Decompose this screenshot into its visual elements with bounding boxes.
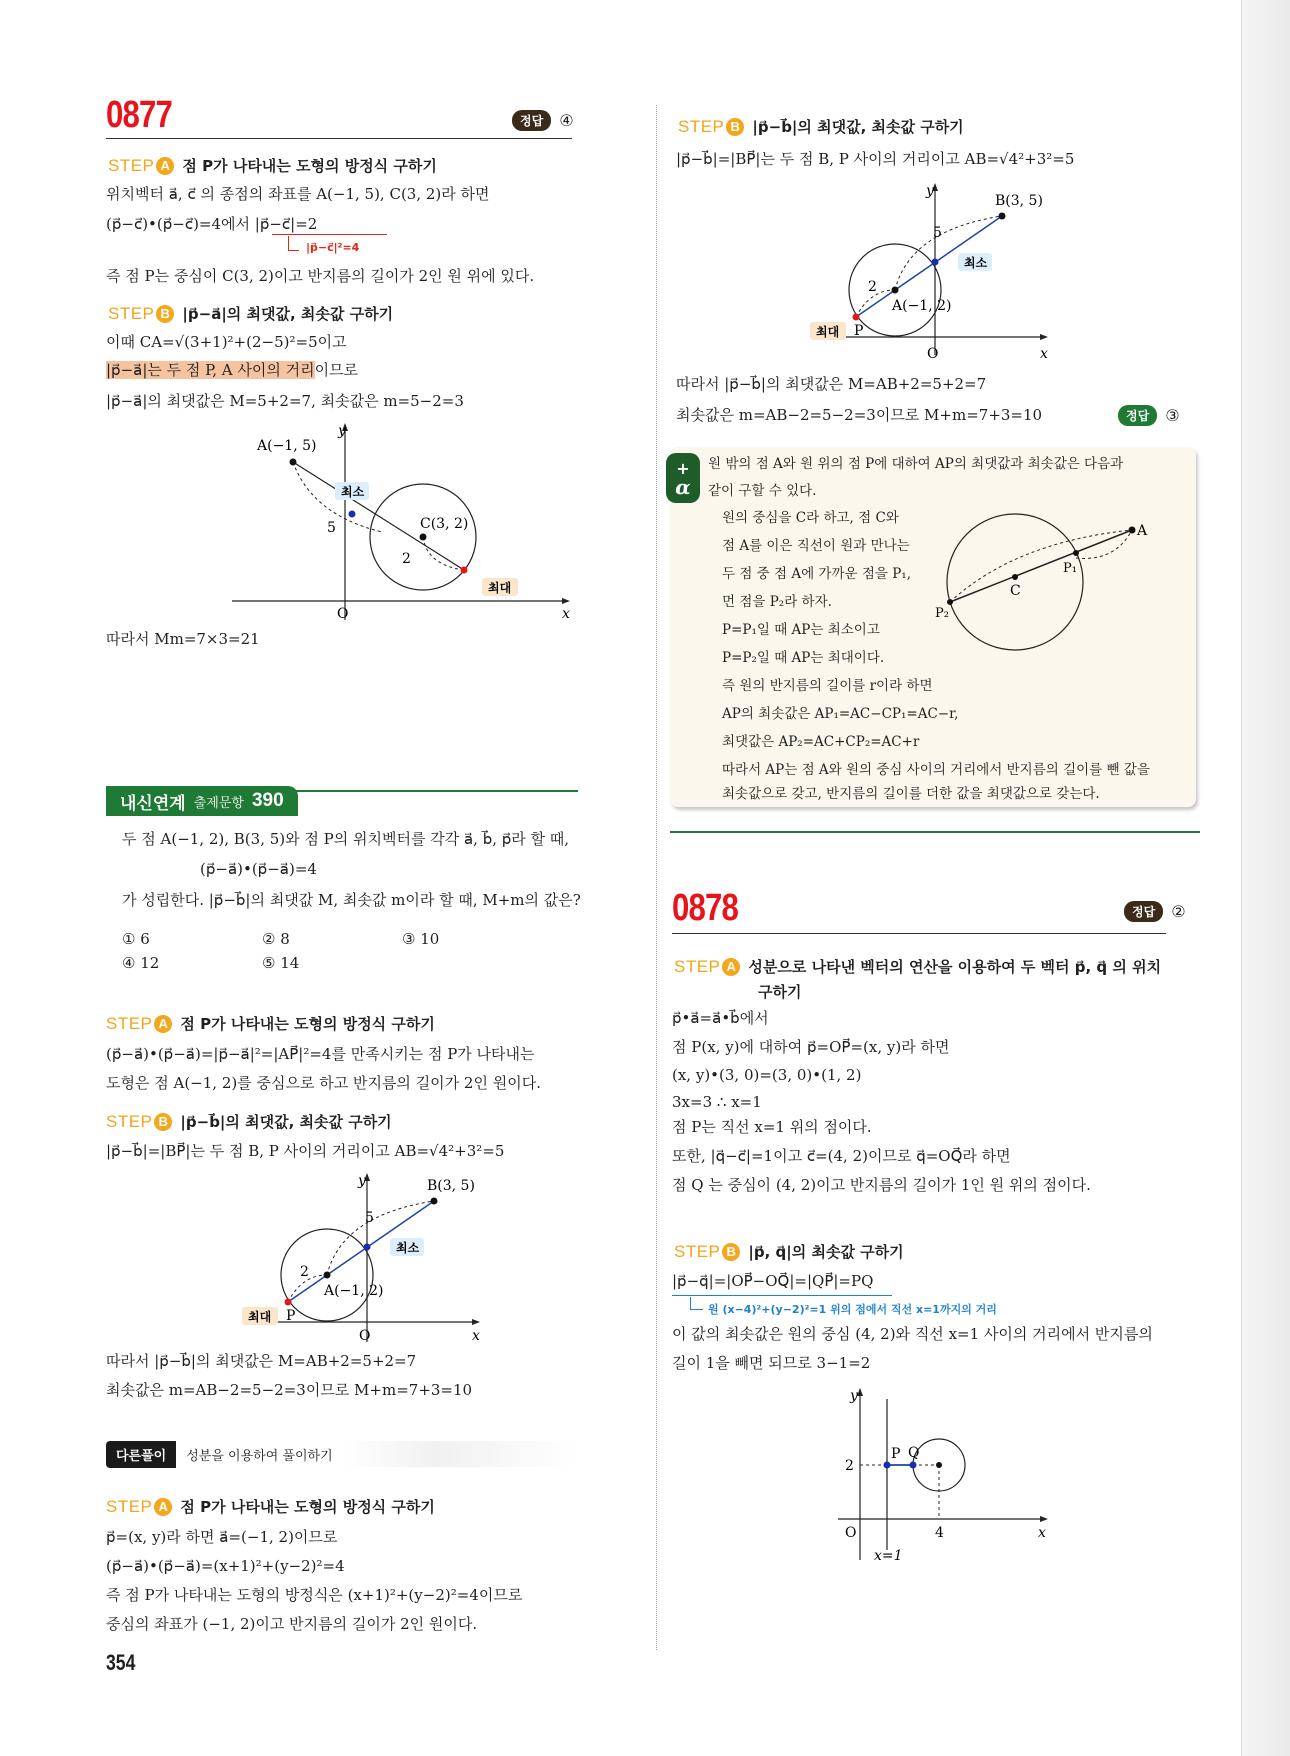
text-line: |p⃗−a⃗|의 최댓값은 M=5+2=7, 최솟값은 m=5−2=3: [106, 392, 464, 410]
step-title: |p⃗−a⃗|의 최댓값, 최솟값 구하기: [182, 305, 394, 323]
naesin-title: 내신연계: [120, 793, 186, 814]
text-line: 점 Q 는 중심이 (4, 2)이고 반지름의 길이가 1인 원 위의 점이다.: [672, 1176, 1091, 1194]
step-a-heading: [108, 155, 437, 176]
svg-text:최소: 최소: [341, 485, 365, 499]
alt-step-b-heading: [678, 116, 964, 137]
step-b-heading: [108, 303, 393, 324]
step-a-heading: [106, 1013, 435, 1034]
underline: [672, 1295, 892, 1296]
text-line: |p⃗−q⃗|=|OP⃗−OQ⃗|=|QP⃗|=PQ: [672, 1272, 874, 1290]
answer-choice: ④: [559, 111, 574, 130]
alt-title: 성분을 이용하여 풀이하기: [186, 1448, 333, 1464]
svg-text:P: P: [891, 1446, 901, 1462]
text-line: 점 P는 직선 x=1 위의 점이다.: [672, 1118, 872, 1136]
step-letter-icon: A: [722, 958, 740, 976]
step-tag: STEP A: [108, 156, 174, 176]
svg-text:y: y: [926, 183, 934, 199]
svg-text:2: 2: [300, 1264, 309, 1280]
naesin-number: 390: [251, 790, 284, 811]
tip-text: 같이 구할 수 있다.: [708, 483, 817, 499]
svg-text:P₁: P₁: [1063, 561, 1077, 576]
answer-choice: ②: [1171, 902, 1186, 921]
svg-text:최대: 최대: [816, 325, 840, 339]
answer-badge: 정답: [1124, 901, 1163, 922]
svg-text:O: O: [927, 346, 939, 362]
tip-text: 최댓값은 AP₂=AC+CP₂=AC+r: [722, 734, 920, 750]
answer-badge: 정답: [1118, 405, 1157, 426]
alt-badge: 다른풀이: [106, 1441, 176, 1468]
step-title: 점 P가 나타내는 도형의 방정식 구하기: [180, 1015, 435, 1033]
naesin-sub: 출제문항: [193, 795, 244, 811]
svg-text:2: 2: [845, 1458, 854, 1474]
svg-text:y: y: [850, 1388, 858, 1404]
blue-annotation: 원 (x−4)²+(y−2)²=1 위의 점에서 직선 x=1까지의 거리: [708, 1303, 997, 1316]
step-title: 성분으로 나타낸 벡터의 연산을 이용하여 두 벡터 p⃗, q⃗ 의 위치: [748, 958, 1162, 976]
tip-text: P=P₂일 때 AP는 최대이다.: [722, 650, 885, 666]
step-letter-icon: A: [154, 1498, 172, 1516]
step-letter-icon: A: [156, 157, 174, 175]
step-title: 점 P가 나타내는 도형의 방정식 구하기: [180, 1498, 435, 1516]
step-a-heading: [674, 956, 1161, 977]
svg-text:P: P: [286, 1308, 296, 1324]
choice-3: ③ 10: [402, 930, 440, 948]
arrow-connector-icon: [690, 1297, 703, 1310]
svg-text:2: 2: [868, 279, 877, 295]
step-tag: STEP B: [674, 1242, 740, 1262]
text-line: (x, y)•(3, 0)=(3, 0)•(1, 2): [672, 1066, 862, 1084]
alternative-solution-bar: [106, 1441, 578, 1467]
figure-390-circle: [242, 1170, 502, 1350]
svg-text:C(3, 2): C(3, 2): [420, 516, 469, 532]
question-number-0878: 0878: [672, 887, 739, 929]
alt-step-a-heading: [106, 1496, 435, 1517]
svg-text:y: y: [358, 1173, 366, 1189]
conclusion-line: 최솟값은 m=AB−2=5−2=3이므로 M+m=7+3=10: [676, 406, 1043, 424]
text-line: (p⃗−c⃗)•(p⃗−c⃗)=4에서 |p⃗−c⃗|=2: [106, 215, 318, 233]
text-line: |p⃗−a⃗|는 두 점 P, A 사이의 거리이므로: [106, 361, 359, 379]
step-tag: STEP A: [674, 957, 740, 977]
underline: [272, 234, 387, 235]
choice-5: ⑤ 14: [262, 954, 300, 972]
choice-4: ④ 12: [122, 954, 160, 972]
conclusion-line: 따라서 Mm=7×3=21: [106, 630, 260, 648]
choice-1: ① 6: [122, 930, 150, 948]
column-divider: [656, 105, 657, 1650]
svg-text:x: x: [472, 1328, 480, 1344]
svg-text:x=1: x=1: [874, 1548, 903, 1564]
tip-text: 점 A를 이은 직선이 원과 만나는: [722, 538, 910, 554]
arrow-connector-icon: [288, 236, 299, 251]
svg-text:O: O: [337, 606, 349, 622]
figure-0878-line-circle: [830, 1385, 1060, 1565]
text-line: 이 값의 최솟값은 원의 중심 (4, 2)와 직선 x=1 사이의 거리에서 반지름의: [672, 1325, 1153, 1343]
svg-text:2: 2: [402, 551, 411, 567]
plus-alpha-icon: + α: [666, 453, 700, 503]
page-edge: [1241, 0, 1290, 1756]
tip-text: 원 밖의 점 A와 원 위의 점 P에 대하여 AP의 최댓값과 최솟값은 다음과: [708, 456, 1124, 472]
svg-text:B(3, 5): B(3, 5): [995, 193, 1043, 209]
choice-2: ② 8: [262, 930, 290, 948]
text-line: 위치벡터 a⃗, c⃗ 의 종점의 좌표를 A(−1, 5), C(3, 2)라 하면: [106, 185, 490, 203]
svg-text:O: O: [845, 1525, 857, 1541]
tip-text: 따라서 AP는 점 A와 원의 중심 사이의 거리에서 반지름의 길이를 뺀 값을: [722, 762, 1150, 778]
svg-text:A: A: [1137, 523, 1148, 539]
step-tag: STEP B: [108, 304, 174, 324]
step-letter-icon: B: [154, 1113, 172, 1131]
step-letter-icon: B: [726, 118, 744, 136]
svg-text:O: O: [359, 1328, 371, 1344]
tip-text: 먼 점을 P₂라 하자.: [722, 594, 832, 610]
tip-figure-circle: [915, 502, 1165, 652]
step-tag: STEP A: [106, 1497, 172, 1517]
svg-text:최소: 최소: [396, 1241, 420, 1255]
text-line: (p⃗−a⃗)•(p⃗−a⃗)=|p⃗−a⃗|²=|AP⃗|²=4를 만족시키는 점 P가 나타내는: [106, 1045, 535, 1063]
step-tag: STEP A: [106, 1014, 172, 1034]
step-b-heading: [106, 1111, 392, 1132]
step-title-cont: 구하기: [758, 983, 802, 1001]
answer-0877: [512, 110, 574, 131]
svg-text:P: P: [854, 323, 864, 339]
tip-text: 원의 중심을 C라 하고, 점 C와: [722, 510, 899, 526]
svg-text:y: y: [338, 423, 346, 439]
highlighted-text: |p⃗−a⃗|는 두 점 P, A 사이의 거리: [106, 361, 315, 379]
step-title: |p⃗−b⃗|의 최댓값, 최솟값 구하기: [180, 1113, 392, 1131]
svg-text:최대: 최대: [248, 1310, 272, 1324]
tip-text: AP의 최솟값은 AP₁=AC−CP₁=AC−r,: [722, 706, 959, 722]
tip-text: 최솟값으로 갖고, 반지름의 길이를 더한 값을 최댓값으로 갖는다.: [722, 786, 1100, 802]
step-tag: STEP B: [678, 117, 744, 137]
text-line: |p⃗−b⃗|=|BP⃗|는 두 점 B, P 사이의 거리이고 AB=√4²+3²=5: [676, 150, 1075, 168]
step-title: 점 P가 나타내는 도형의 방정식 구하기: [182, 157, 437, 175]
tip-text: P=P₁일 때 AP는 최소이고: [722, 622, 880, 638]
text-line: 또한, |q⃗−c⃗|=1이고 c⃗=(4, 2)이므로 q⃗=OQ⃗라 하면: [672, 1147, 1011, 1165]
svg-text:x: x: [1038, 1525, 1046, 1541]
svg-text:최소: 최소: [964, 256, 988, 270]
svg-text:C: C: [1010, 583, 1021, 599]
tip-text: 즉 원의 반지름의 길이를 r이라 하면: [722, 678, 933, 694]
conclusion-line: 따라서 |p⃗−b⃗|의 최댓값은 M=AB+2=5+2=7: [676, 375, 987, 393]
answer-0878: [1124, 901, 1186, 922]
answer-choice: ③: [1165, 406, 1180, 425]
section-divider: [670, 831, 1200, 833]
step-tag: STEP B: [106, 1112, 172, 1132]
svg-text:5: 5: [327, 520, 336, 536]
text-line: p⃗=(x, y)라 하면 a⃗=(−1, 2)이므로: [106, 1528, 338, 1546]
text-line: 중심의 좌표가 (−1, 2)이고 반지름의 길이가 2인 원이다.: [106, 1615, 478, 1633]
step-letter-icon: A: [154, 1015, 172, 1033]
tip-box: [670, 447, 1196, 807]
question-equation: (p⃗−a⃗)•(p⃗−a⃗)=4: [200, 860, 317, 878]
text-line: (p⃗−a⃗)•(p⃗−a⃗)=(x+1)²+(y−2)²=4: [106, 1557, 345, 1575]
conclusion-line: 따라서 |p⃗−b⃗|의 최댓값은 M=AB+2=5+2=7: [106, 1352, 417, 1370]
svg-text:A(−1, 5): A(−1, 5): [257, 438, 317, 454]
text-line: 길이 1을 빼면 되므로 3−1=2: [672, 1354, 871, 1372]
svg-text:P₂: P₂: [935, 606, 949, 621]
step-title: |p⃗, q⃗|의 최솟값 구하기: [748, 1243, 904, 1261]
question-text: 두 점 A(−1, 2), B(3, 5)와 점 P의 위치벡터를 각각 a⃗, b⃗, p⃗라 할 때,: [122, 830, 570, 848]
text-line: 이때 CA=√(3+1)²+(2−5)²=5이고: [106, 333, 347, 351]
text-line: |p⃗−b⃗|=|BP⃗|는 두 점 B, P 사이의 거리이고 AB=√4²+3²=5: [106, 1142, 505, 1160]
svg-text:A(−1, 2): A(−1, 2): [324, 1283, 384, 1299]
svg-text:4: 4: [935, 1525, 944, 1541]
answer-390: [1118, 405, 1180, 426]
text-line: 즉 점 P는 중심이 C(3, 2)이고 반지름의 길이가 2인 원 위에 있다.: [106, 267, 535, 285]
step-letter-icon: B: [156, 305, 174, 323]
svg-text:Q: Q: [908, 1445, 920, 1461]
answer-choices: [122, 930, 542, 972]
question-text: 가 성립한다. |p⃗−b⃗|의 최댓값 M, 최솟값 m이라 할 때, M+m의 값은?: [122, 891, 581, 909]
svg-text:B(3, 5): B(3, 5): [427, 1178, 475, 1194]
svg-text:A(−1, 2): A(−1, 2): [892, 298, 952, 314]
header-rule: [106, 138, 572, 139]
text-line: 점 P(x, y)에 대하여 p⃗=OP⃗=(x, y)라 하면: [672, 1038, 950, 1056]
step-title: |p⃗−b⃗|의 최댓값, 최솟값 구하기: [752, 118, 964, 136]
tip-text: 두 점 중 점 A에 가까운 점을 P₁,: [722, 566, 911, 582]
naesin-rule: [106, 790, 578, 792]
red-annotation: |p⃗−c⃗|²=4: [306, 241, 360, 254]
text-line: p⃗•a⃗=a⃗•b⃗에서: [672, 1009, 769, 1027]
text-line: 도형은 점 A(−1, 2)를 중심으로 하고 반지름의 길이가 2인 원이다.: [106, 1074, 541, 1092]
svg-text:5: 5: [933, 225, 942, 241]
text-line: 3x=3 ∴ x=1: [672, 1093, 762, 1111]
page-number: 354: [106, 1650, 136, 1675]
figure-0877-circle: [212, 420, 592, 630]
step-b-heading: [674, 1241, 904, 1262]
answer-badge: 정답: [512, 110, 551, 131]
question-number-0877: 0877: [106, 94, 173, 136]
text-line: 즉 점 P가 나타내는 도형의 방정식은 (x+1)²+(y−2)²=4이므로: [106, 1586, 523, 1604]
svg-text:x: x: [562, 606, 570, 622]
header-rule: [672, 933, 1166, 934]
svg-text:x: x: [1040, 346, 1048, 362]
svg-text:5: 5: [365, 1210, 374, 1226]
svg-text:최대: 최대: [488, 581, 512, 595]
step-letter-icon: B: [722, 1243, 740, 1261]
conclusion-line: 최솟값은 m=AB−2=5−2=3이므로 M+m=7+3=10: [106, 1381, 473, 1399]
figure-alt-circle: [810, 180, 1070, 365]
